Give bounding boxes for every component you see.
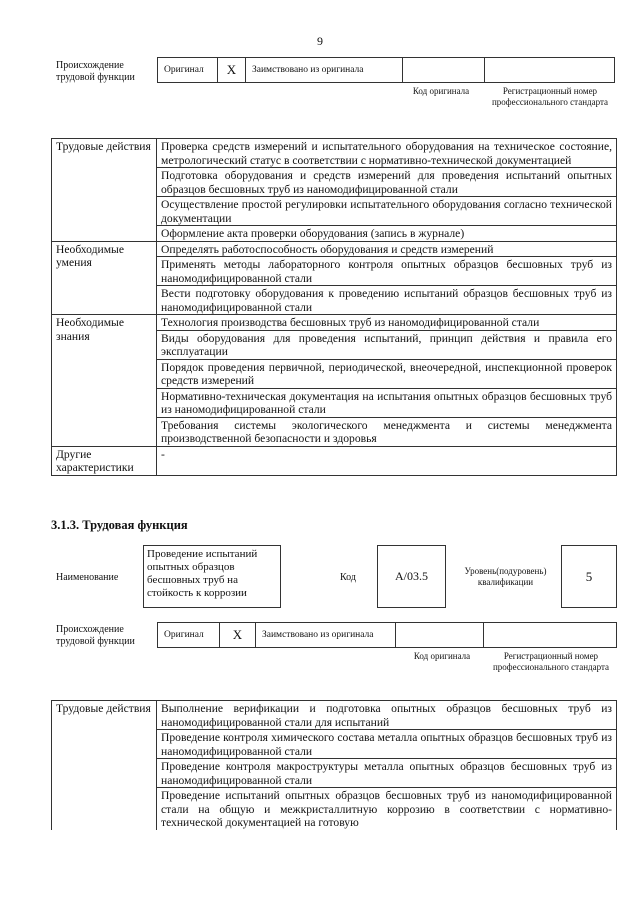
name-label: Наименование [56, 572, 119, 583]
table-cell: Проверка средств измерений и испытательного оборудования на техническое состояние, метрологический статус в соответствии с нормативно-технической документацией [157, 139, 617, 168]
row-header: Другие характеристики [52, 446, 157, 475]
code-value: A/03.5 [395, 569, 428, 583]
borrowed-cell: Заимствовано из оригинала [256, 623, 396, 647]
code-box [377, 545, 446, 608]
table-cell: Проведение контроля макроструктуры металла опытных образцов бесшовных труб из наномодифицированной стали [157, 759, 617, 788]
reg-number-cell [485, 58, 613, 82]
row-header: Необходимые знания [52, 315, 157, 447]
origin-label: Происхождение трудовой функции [56, 60, 135, 83]
level-value: 5 [585, 568, 593, 584]
original-mark: X [220, 623, 256, 647]
table-cell: Нормативно-техническая документация на испытания опытных образцов бесшовных труб из наномодифицированной стали [157, 388, 617, 417]
table-cell: Выполнение верификации и подготовка опытных образцов бесшовных труб из наномодифицированной стали для испытаний [157, 701, 617, 730]
origin-row [157, 622, 617, 648]
table-row [52, 701, 617, 730]
original-cell: Оригинал [158, 623, 220, 647]
table-row [52, 241, 617, 257]
level-label: Уровень(подуровень) квалификации [464, 566, 547, 587]
name-box [143, 545, 281, 608]
row-header: Трудовые действия [52, 701, 157, 830]
table-cell: Осуществление простой регулировки испытательного оборудования согласно технической документации [157, 197, 617, 226]
section-title: 3.1.3. Трудовая функция [51, 518, 188, 532]
reg-number-caption: Регистрационный номер профессионального стандарта [492, 651, 610, 672]
reg-number-caption: Регистрационный номер профессионального стандарта [491, 86, 609, 107]
table-cell: Вести подготовку оборудования к проведению испытаний образцов бесшовных труб из наномодифицированной стали [157, 286, 617, 315]
row-header: Трудовые действия [52, 139, 157, 242]
table-cell: Определять работоспособность оборудования и средств измерений [157, 241, 617, 257]
original-cell: Оригинал [158, 58, 218, 82]
level-box [561, 545, 617, 608]
table-cell: Технология производства бесшовных труб из наномодифицированной стали [157, 315, 617, 331]
row-header: Необходимые умения [52, 241, 157, 315]
original-mark: X [218, 58, 246, 82]
table-cell: Виды оборудования для проведения испытаний, принцип действия и правила его эксплуатации [157, 330, 617, 359]
table-cell: Применять методы лабораторного контроля опытных образцов бесшовных труб из наномодифицированной стали [157, 257, 617, 286]
code-original-cell [403, 58, 485, 82]
name-value: Проведение испытаний опытных образцов бесшовных труб на стойкость к коррозии [147, 548, 258, 599]
borrowed-cell: Заимствовано из оригинала [246, 58, 403, 82]
table-cell: Проведение контроля химического состава металла опытных образцов бесшовных труб из наномодифицированной стали [157, 730, 617, 759]
origin-row [157, 57, 615, 83]
code-label: Код [340, 572, 356, 583]
labor-function-table [51, 138, 617, 476]
table-cell: - [157, 446, 617, 475]
code-original-caption: Код оригинала [413, 651, 471, 661]
table-row [52, 446, 617, 475]
table-row [52, 139, 617, 168]
table-cell: Порядок проведения первичной, периодической, внеочередной, инспекционной проверок средств измерений [157, 359, 617, 388]
code-original-caption: Код оригинала [412, 86, 470, 96]
origin-label: Происхождение трудовой функции [56, 624, 135, 647]
page-number: 9 [317, 34, 323, 48]
table-cell: Подготовка оборудования и средств измерений для проведения испытаний опытных образцов бесшовных труб из наномодифицированной стали [157, 168, 617, 197]
table-cell: Проведение испытаний опытных образцов бесшовных труб из наномодифицированной стали на общую и межкристаллитную коррозию в соответствии с нормативно-технической документацией на готовую [157, 788, 617, 830]
labor-actions-table [51, 700, 617, 830]
table-cell: Оформление акта проверки оборудования (запись в журнале) [157, 226, 617, 242]
reg-number-cell [484, 623, 614, 647]
table-cell: Требования системы экологического менеджмента и системы менеджмента производственной безопасности и здоровья [157, 417, 617, 446]
code-original-cell [396, 623, 484, 647]
table-row [52, 315, 617, 331]
